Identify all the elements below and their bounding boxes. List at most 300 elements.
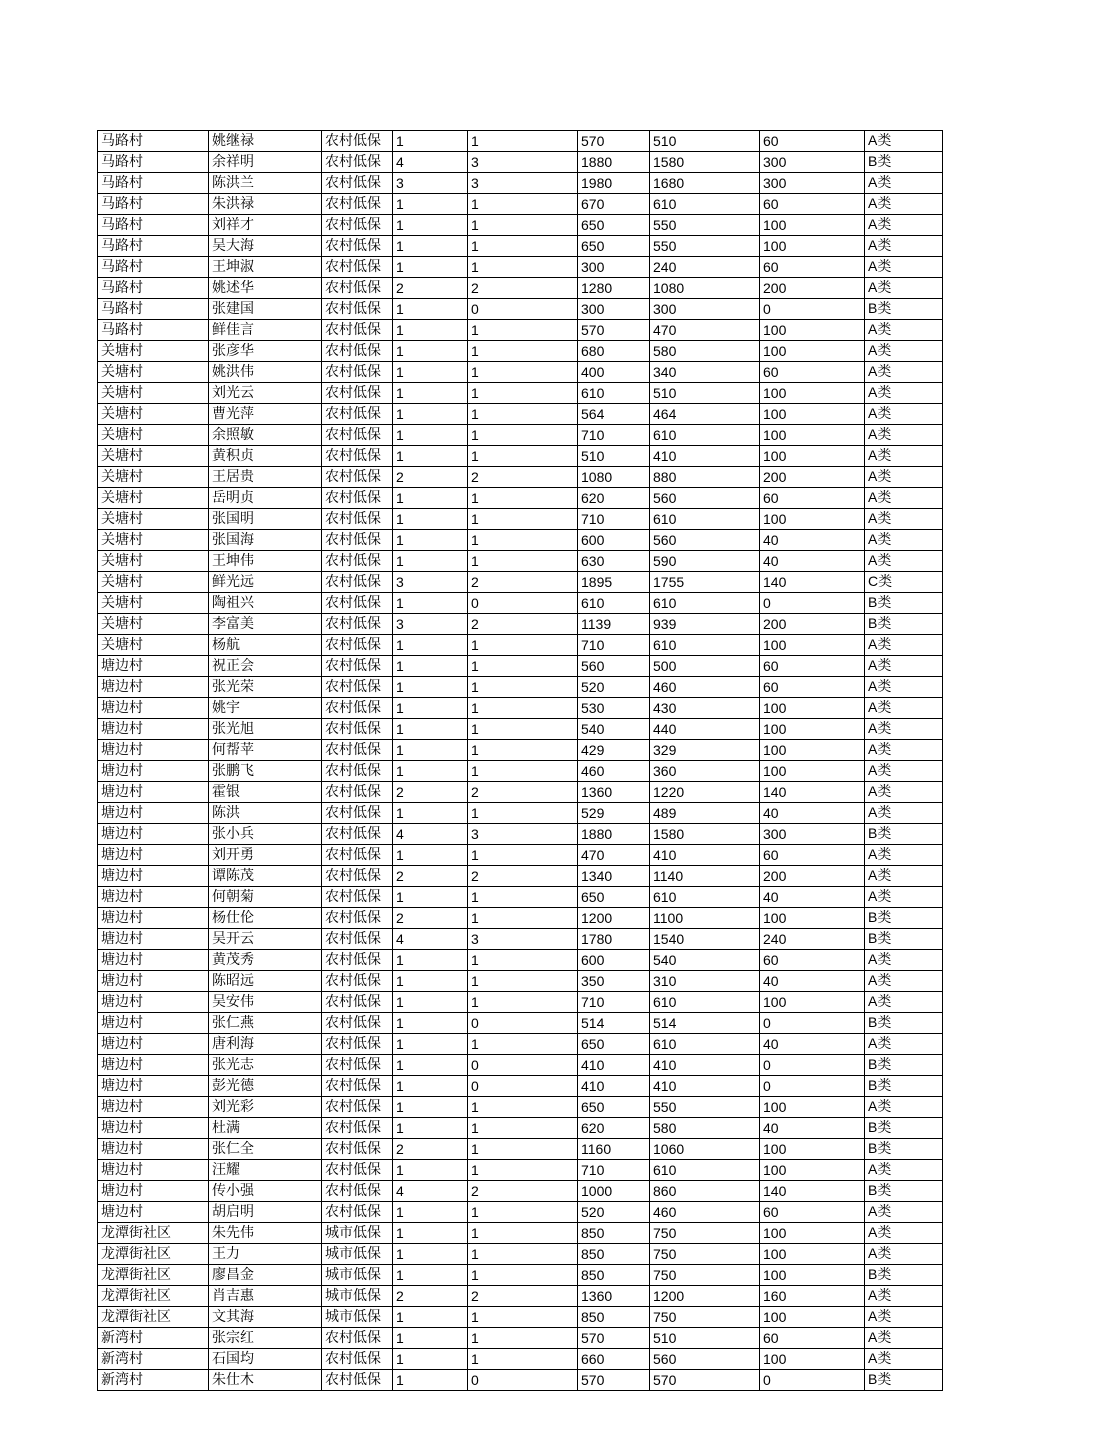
cell-supplement: 100 (760, 719, 865, 740)
cell-grade: B类 (865, 614, 943, 635)
cell-base-amount: 1580 (650, 152, 760, 173)
cell-base-amount: 550 (650, 215, 760, 236)
cell-village: 塘边村 (98, 845, 209, 866)
cell-supplement: 100 (760, 1307, 865, 1328)
cell-base-amount: 1080 (650, 278, 760, 299)
cell-village: 马路村 (98, 215, 209, 236)
cell-village: 龙潭街社区 (98, 1265, 209, 1286)
cell-total-amount: 850 (578, 1265, 650, 1286)
table-row (98, 803, 943, 824)
table-row (98, 1265, 943, 1286)
cell-grade: B类 (865, 908, 943, 929)
cell-grade: A类 (865, 950, 943, 971)
cell-base-amount: 750 (650, 1244, 760, 1265)
cell-village: 塘边村 (98, 656, 209, 677)
cell-household-size: 1 (393, 950, 468, 971)
cell-base-amount: 880 (650, 467, 760, 488)
cell-village: 塘边村 (98, 1118, 209, 1139)
cell-aided-count: 1 (468, 1160, 578, 1181)
cell-aided-count: 1 (468, 341, 578, 362)
cell-category: 农村低保 (322, 1328, 393, 1349)
cell-category: 农村低保 (322, 467, 393, 488)
cell-base-amount: 610 (650, 593, 760, 614)
cell-household-size: 3 (393, 572, 468, 593)
cell-category: 农村低保 (322, 341, 393, 362)
cell-aided-count: 0 (468, 1055, 578, 1076)
cell-household-size: 4 (393, 1181, 468, 1202)
cell-base-amount: 610 (650, 887, 760, 908)
cell-village: 塘边村 (98, 761, 209, 782)
cell-base-amount: 550 (650, 236, 760, 257)
cell-category: 农村低保 (322, 824, 393, 845)
cell-total-amount: 630 (578, 551, 650, 572)
cell-grade: A类 (865, 509, 943, 530)
cell-supplement: 200 (760, 866, 865, 887)
cell-supplement: 100 (760, 1223, 865, 1244)
table-row (98, 1055, 943, 1076)
cell-village: 塘边村 (98, 1076, 209, 1097)
cell-household-size: 4 (393, 152, 468, 173)
cell-supplement: 60 (760, 677, 865, 698)
cell-aided-count: 1 (468, 488, 578, 509)
cell-total-amount: 510 (578, 446, 650, 467)
cell-category: 农村低保 (322, 1055, 393, 1076)
table-row (98, 320, 943, 341)
table-row (98, 509, 943, 530)
cell-total-amount: 1895 (578, 572, 650, 593)
cell-base-amount: 939 (650, 614, 760, 635)
cell-grade: A类 (865, 740, 943, 761)
cell-supplement: 60 (760, 845, 865, 866)
cell-supplement: 0 (760, 593, 865, 614)
table-row (98, 194, 943, 215)
cell-total-amount: 650 (578, 1097, 650, 1118)
cell-supplement: 100 (760, 908, 865, 929)
cell-category: 农村低保 (322, 635, 393, 656)
cell-household-size: 1 (393, 635, 468, 656)
cell-category: 农村低保 (322, 1370, 393, 1391)
cell-aided-count: 1 (468, 971, 578, 992)
cell-grade: A类 (865, 467, 943, 488)
cell-supplement: 100 (760, 992, 865, 1013)
cell-grade: A类 (865, 530, 943, 551)
table-row (98, 1160, 943, 1181)
cell-village: 塘边村 (98, 824, 209, 845)
cell-total-amount: 610 (578, 383, 650, 404)
cell-category: 农村低保 (322, 866, 393, 887)
cell-base-amount: 610 (650, 194, 760, 215)
cell-base-amount: 540 (650, 950, 760, 971)
cell-aided-count: 3 (468, 929, 578, 950)
cell-name: 胡启明 (209, 1202, 322, 1223)
cell-household-size: 1 (393, 341, 468, 362)
table-row (98, 845, 943, 866)
cell-total-amount: 1340 (578, 866, 650, 887)
cell-grade: B类 (865, 824, 943, 845)
cell-village: 马路村 (98, 131, 209, 152)
cell-aided-count: 1 (468, 320, 578, 341)
cell-base-amount: 1220 (650, 782, 760, 803)
cell-village: 塘边村 (98, 698, 209, 719)
cell-supplement: 140 (760, 782, 865, 803)
cell-supplement: 40 (760, 530, 865, 551)
cell-village: 关塘村 (98, 635, 209, 656)
cell-village: 塘边村 (98, 992, 209, 1013)
cell-category: 农村低保 (322, 299, 393, 320)
cell-total-amount: 620 (578, 488, 650, 509)
cell-category: 农村低保 (322, 488, 393, 509)
cell-total-amount: 570 (578, 1328, 650, 1349)
cell-village: 塘边村 (98, 1013, 209, 1034)
table-row (98, 341, 943, 362)
cell-aided-count: 2 (468, 572, 578, 593)
cell-name: 何帮苹 (209, 740, 322, 761)
table-row (98, 173, 943, 194)
cell-category: 城市低保 (322, 1244, 393, 1265)
cell-base-amount: 300 (650, 299, 760, 320)
cell-village: 关塘村 (98, 530, 209, 551)
cell-village: 关塘村 (98, 614, 209, 635)
cell-aided-count: 1 (468, 950, 578, 971)
cell-name: 唐利海 (209, 1034, 322, 1055)
cell-name: 张鹏飞 (209, 761, 322, 782)
cell-category: 农村低保 (322, 614, 393, 635)
cell-base-amount: 580 (650, 341, 760, 362)
cell-supplement: 100 (760, 341, 865, 362)
cell-grade: A类 (865, 887, 943, 908)
cell-grade: B类 (865, 1139, 943, 1160)
cell-aided-count: 1 (468, 194, 578, 215)
table-row (98, 614, 943, 635)
table-row (98, 635, 943, 656)
cell-name: 张建国 (209, 299, 322, 320)
table-row (98, 257, 943, 278)
cell-base-amount: 310 (650, 971, 760, 992)
cell-base-amount: 1580 (650, 824, 760, 845)
cell-aided-count: 0 (468, 593, 578, 614)
cell-household-size: 1 (393, 1223, 468, 1244)
cell-household-size: 1 (393, 1370, 468, 1391)
cell-village: 马路村 (98, 152, 209, 173)
cell-base-amount: 500 (650, 656, 760, 677)
table-row (98, 1286, 943, 1307)
cell-village: 关塘村 (98, 509, 209, 530)
cell-village: 塘边村 (98, 1139, 209, 1160)
cell-aided-count: 1 (468, 236, 578, 257)
cell-grade: A类 (865, 425, 943, 446)
cell-village: 马路村 (98, 278, 209, 299)
cell-aided-count: 1 (468, 719, 578, 740)
table-row (98, 866, 943, 887)
cell-total-amount: 564 (578, 404, 650, 425)
cell-total-amount: 1780 (578, 929, 650, 950)
cell-village: 塘边村 (98, 1202, 209, 1223)
cell-supplement: 60 (760, 194, 865, 215)
cell-household-size: 2 (393, 1286, 468, 1307)
cell-supplement: 100 (760, 761, 865, 782)
cell-total-amount: 560 (578, 656, 650, 677)
cell-category: 城市低保 (322, 1265, 393, 1286)
cell-supplement: 100 (760, 1139, 865, 1160)
cell-supplement: 60 (760, 362, 865, 383)
cell-aided-count: 1 (468, 887, 578, 908)
cell-supplement: 60 (760, 131, 865, 152)
cell-name: 姚继禄 (209, 131, 322, 152)
cell-household-size: 2 (393, 467, 468, 488)
cell-name: 张宗红 (209, 1328, 322, 1349)
cell-name: 刘开勇 (209, 845, 322, 866)
cell-supplement: 40 (760, 1118, 865, 1139)
cell-base-amount: 329 (650, 740, 760, 761)
cell-grade: B类 (865, 593, 943, 614)
cell-category: 农村低保 (322, 1139, 393, 1160)
cell-name: 陈洪兰 (209, 173, 322, 194)
cell-household-size: 3 (393, 614, 468, 635)
cell-name: 杨仕伦 (209, 908, 322, 929)
cell-supplement: 140 (760, 572, 865, 593)
table-row (98, 887, 943, 908)
cell-total-amount: 570 (578, 320, 650, 341)
cell-total-amount: 350 (578, 971, 650, 992)
cell-supplement: 100 (760, 446, 865, 467)
cell-base-amount: 470 (650, 320, 760, 341)
cell-base-amount: 460 (650, 677, 760, 698)
cell-category: 城市低保 (322, 1307, 393, 1328)
cell-grade: A类 (865, 236, 943, 257)
cell-village: 关塘村 (98, 467, 209, 488)
cell-aided-count: 1 (468, 1307, 578, 1328)
cell-village: 塘边村 (98, 719, 209, 740)
cell-base-amount: 1680 (650, 173, 760, 194)
table-row (98, 761, 943, 782)
table-row (98, 1223, 943, 1244)
cell-total-amount: 300 (578, 299, 650, 320)
cell-name: 祝正会 (209, 656, 322, 677)
cell-name: 朱洪禄 (209, 194, 322, 215)
cell-category: 农村低保 (322, 719, 393, 740)
cell-grade: B类 (865, 299, 943, 320)
cell-name: 吴开云 (209, 929, 322, 950)
cell-total-amount: 1160 (578, 1139, 650, 1160)
cell-supplement: 100 (760, 425, 865, 446)
cell-village: 马路村 (98, 173, 209, 194)
cell-base-amount: 1100 (650, 908, 760, 929)
cell-supplement: 300 (760, 824, 865, 845)
cell-category: 农村低保 (322, 425, 393, 446)
cell-household-size: 1 (393, 1097, 468, 1118)
cell-household-size: 4 (393, 824, 468, 845)
cell-total-amount: 570 (578, 131, 650, 152)
cell-aided-count: 1 (468, 131, 578, 152)
cell-total-amount: 650 (578, 887, 650, 908)
cell-name: 陶祖兴 (209, 593, 322, 614)
cell-village: 塘边村 (98, 887, 209, 908)
cell-category: 农村低保 (322, 320, 393, 341)
cell-household-size: 1 (393, 383, 468, 404)
cell-grade: A类 (865, 845, 943, 866)
table-row (98, 992, 943, 1013)
cell-base-amount: 610 (650, 1034, 760, 1055)
cell-aided-count: 1 (468, 509, 578, 530)
cell-total-amount: 429 (578, 740, 650, 761)
cell-village: 关塘村 (98, 551, 209, 572)
cell-total-amount: 410 (578, 1076, 650, 1097)
cell-village: 塘边村 (98, 803, 209, 824)
cell-household-size: 1 (393, 761, 468, 782)
table-row (98, 929, 943, 950)
cell-total-amount: 850 (578, 1307, 650, 1328)
cell-grade: A类 (865, 1244, 943, 1265)
cell-supplement: 300 (760, 173, 865, 194)
cell-village: 新湾村 (98, 1349, 209, 1370)
cell-village: 关塘村 (98, 572, 209, 593)
cell-name: 余祥明 (209, 152, 322, 173)
cell-supplement: 0 (760, 299, 865, 320)
cell-name: 霍银 (209, 782, 322, 803)
cell-aided-count: 1 (468, 530, 578, 551)
cell-household-size: 1 (393, 1013, 468, 1034)
cell-supplement: 40 (760, 887, 865, 908)
cell-aided-count: 0 (468, 299, 578, 320)
cell-base-amount: 560 (650, 488, 760, 509)
cell-grade: A类 (865, 257, 943, 278)
cell-name: 汪耀 (209, 1160, 322, 1181)
cell-name: 谭陈茂 (209, 866, 322, 887)
cell-name: 刘光彩 (209, 1097, 322, 1118)
cell-supplement: 240 (760, 929, 865, 950)
cell-grade: A类 (865, 194, 943, 215)
table-row (98, 236, 943, 257)
cell-base-amount: 410 (650, 845, 760, 866)
cell-supplement: 160 (760, 1286, 865, 1307)
cell-total-amount: 530 (578, 698, 650, 719)
cell-name: 刘祥才 (209, 215, 322, 236)
cell-category: 农村低保 (322, 1349, 393, 1370)
table-row (98, 782, 943, 803)
table-row (98, 1349, 943, 1370)
cell-household-size: 1 (393, 1265, 468, 1286)
cell-base-amount: 510 (650, 383, 760, 404)
cell-household-size: 1 (393, 1244, 468, 1265)
cell-base-amount: 610 (650, 509, 760, 530)
table-row (98, 740, 943, 761)
cell-aided-count: 2 (468, 467, 578, 488)
cell-grade: A类 (865, 446, 943, 467)
cell-name: 石国均 (209, 1349, 322, 1370)
cell-household-size: 1 (393, 530, 468, 551)
cell-village: 新湾村 (98, 1370, 209, 1391)
table-row (98, 530, 943, 551)
cell-grade: A类 (865, 341, 943, 362)
cell-total-amount: 1200 (578, 908, 650, 929)
cell-category: 农村低保 (322, 1160, 393, 1181)
cell-name: 陈洪 (209, 803, 322, 824)
cell-category: 农村低保 (322, 131, 393, 152)
cell-grade: A类 (865, 320, 943, 341)
cell-aided-count: 1 (468, 425, 578, 446)
cell-category: 农村低保 (322, 782, 393, 803)
cell-aided-count: 1 (468, 257, 578, 278)
cell-aided-count: 3 (468, 173, 578, 194)
cell-category: 农村低保 (322, 1118, 393, 1139)
cell-category: 农村低保 (322, 173, 393, 194)
cell-village: 塘边村 (98, 677, 209, 698)
cell-total-amount: 529 (578, 803, 650, 824)
cell-total-amount: 850 (578, 1223, 650, 1244)
cell-grade: A类 (865, 782, 943, 803)
cell-total-amount: 710 (578, 992, 650, 1013)
cell-category: 农村低保 (322, 362, 393, 383)
cell-household-size: 1 (393, 698, 468, 719)
cell-base-amount: 610 (650, 992, 760, 1013)
cell-aided-count: 1 (468, 635, 578, 656)
cell-category: 农村低保 (322, 1034, 393, 1055)
cell-total-amount: 300 (578, 257, 650, 278)
cell-supplement: 100 (760, 1244, 865, 1265)
cell-base-amount: 560 (650, 1349, 760, 1370)
cell-base-amount: 240 (650, 257, 760, 278)
table-row (98, 551, 943, 572)
cell-supplement: 100 (760, 1349, 865, 1370)
cell-aided-count: 0 (468, 1076, 578, 1097)
table-row (98, 1307, 943, 1328)
cell-aided-count: 1 (468, 740, 578, 761)
cell-village: 马路村 (98, 257, 209, 278)
cell-total-amount: 520 (578, 677, 650, 698)
cell-aided-count: 1 (468, 992, 578, 1013)
table-row (98, 362, 943, 383)
cell-household-size: 1 (393, 320, 468, 341)
cell-aided-count: 1 (468, 551, 578, 572)
cell-aided-count: 1 (468, 1349, 578, 1370)
cell-grade: A类 (865, 635, 943, 656)
table-row (98, 1097, 943, 1118)
cell-total-amount: 520 (578, 1202, 650, 1223)
cell-aided-count: 1 (468, 1034, 578, 1055)
cell-village: 关塘村 (98, 425, 209, 446)
table-row (98, 425, 943, 446)
cell-name: 廖昌金 (209, 1265, 322, 1286)
cell-category: 农村低保 (322, 383, 393, 404)
cell-total-amount: 1880 (578, 824, 650, 845)
cell-aided-count: 1 (468, 215, 578, 236)
cell-base-amount: 360 (650, 761, 760, 782)
cell-base-amount: 430 (650, 698, 760, 719)
cell-household-size: 1 (393, 1307, 468, 1328)
table-row (98, 467, 943, 488)
cell-total-amount: 1980 (578, 173, 650, 194)
cell-name: 张小兵 (209, 824, 322, 845)
low-income-roster-table (97, 130, 943, 1391)
cell-category: 农村低保 (322, 929, 393, 950)
cell-grade: B类 (865, 1076, 943, 1097)
cell-grade: A类 (865, 992, 943, 1013)
cell-grade: A类 (865, 1034, 943, 1055)
table-row (98, 152, 943, 173)
cell-total-amount: 540 (578, 719, 650, 740)
cell-household-size: 1 (393, 551, 468, 572)
cell-grade: A类 (865, 173, 943, 194)
cell-total-amount: 850 (578, 1244, 650, 1265)
cell-household-size: 1 (393, 1118, 468, 1139)
cell-household-size: 1 (393, 1160, 468, 1181)
cell-household-size: 1 (393, 887, 468, 908)
cell-household-size: 1 (393, 257, 468, 278)
table-row (98, 1181, 943, 1202)
cell-name: 黄积贞 (209, 446, 322, 467)
cell-supplement: 100 (760, 236, 865, 257)
table-row (98, 383, 943, 404)
